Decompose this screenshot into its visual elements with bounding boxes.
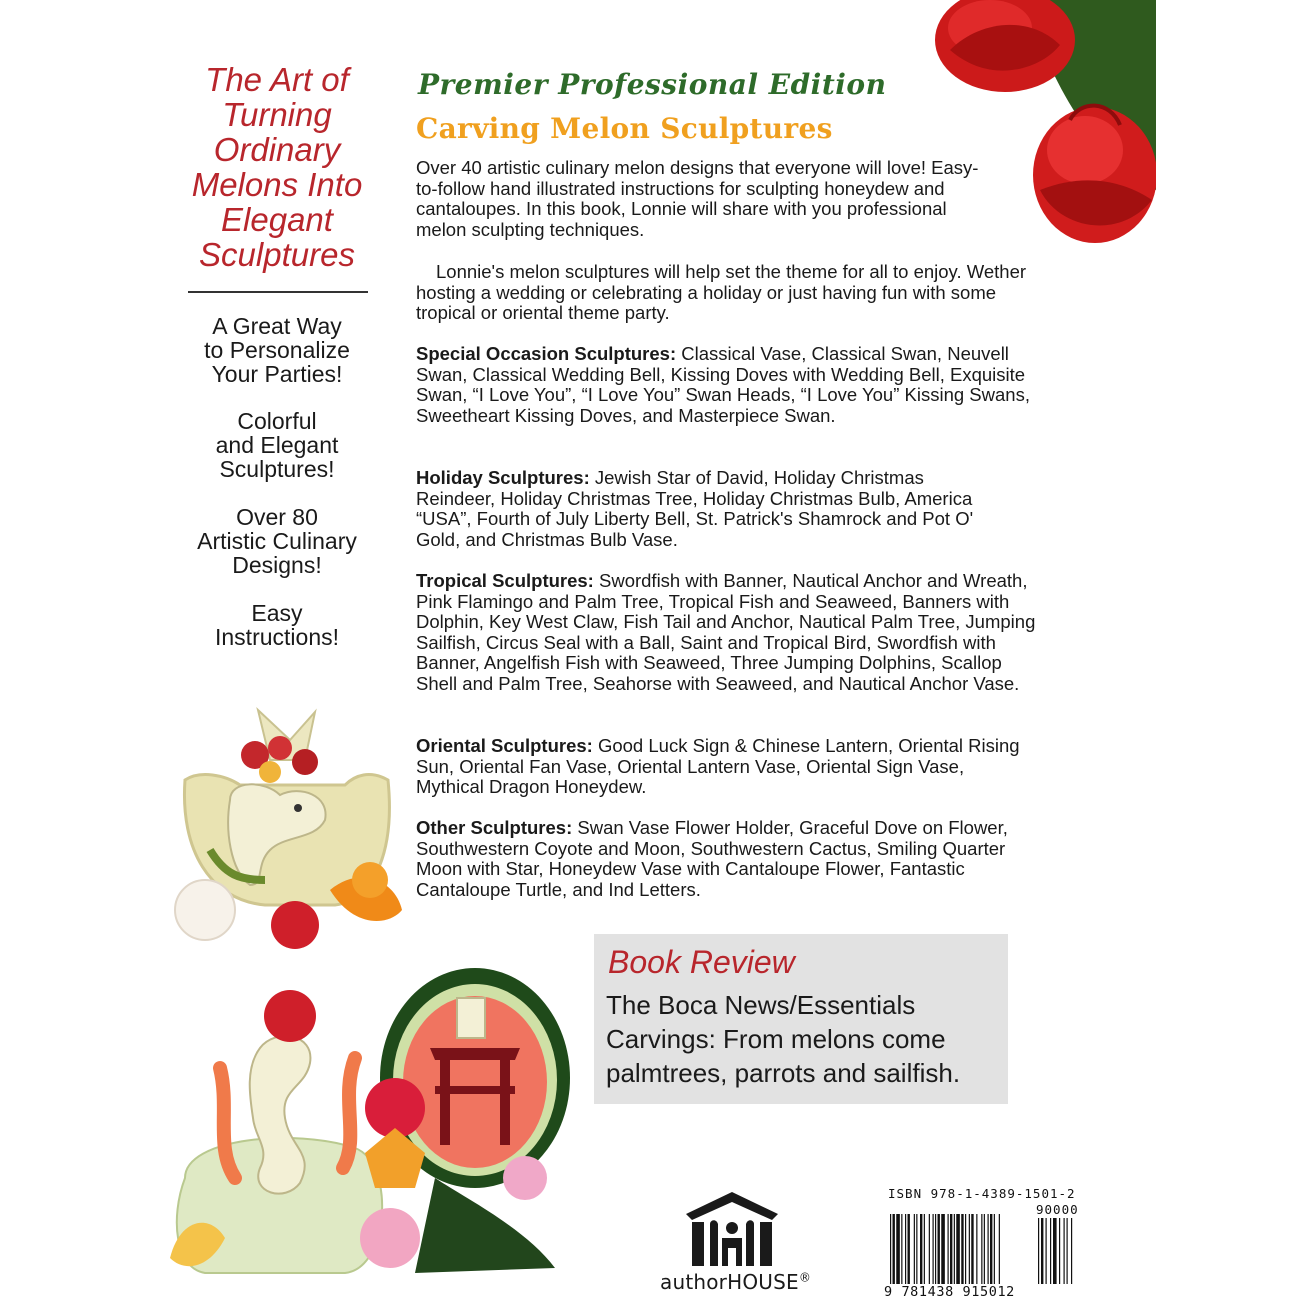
- barcode-bar: [914, 1214, 915, 1284]
- edition-label: Premier Professional Edition: [418, 68, 887, 101]
- barcode-bar: [961, 1214, 963, 1284]
- barcode-bar: [920, 1214, 922, 1284]
- section-text: Swan Vase Flower Holder, Graceful Dove on Flower, Southwestern Coyote and Moon, Southwestern Cactus, Smiling Quarter Moon with Star, Honeydew Vase with Cantaloupe Flower, Fantastic Cantaloupe Turtle, and Ind Letters.: [416, 817, 1008, 900]
- barcode-addon-bar: [1046, 1218, 1047, 1284]
- section-text: Swordfish with Banner, Nautical Anchor and Wreath, Pink Flamingo and Palm Tree, Tropical Fish and Seaweed, Banners with Dolphin, Key West Claw, Fish Tail and Anchor, Nautical Palm Tree, Jumping Sailfish, Circus Seal with a Ball, Saint and Tropical Bird, Swordfish with Banner, Angelfish Fish with Seaweed, Three Jumping Dolphins, Scallop Shell and Palm Tree, Seahorse with Seaweed, and Nautical Anchor Vase.: [416, 570, 1036, 694]
- barcode-addon-bar: [1038, 1218, 1039, 1284]
- barcode-bar: [924, 1214, 925, 1284]
- barcode-bar: [971, 1214, 973, 1284]
- barcode-bar: [981, 1214, 982, 1284]
- benefit-instructions: Easy Instructions!: [215, 600, 339, 650]
- barcode-bar: [941, 1214, 945, 1284]
- section-heading: Oriental Sculptures:: [416, 735, 593, 756]
- barcode-bar: [948, 1214, 949, 1284]
- barcode-bar: [890, 1214, 891, 1284]
- section-heading: Holiday Sculptures:: [416, 467, 590, 488]
- price-code: 90000: [1036, 1202, 1079, 1217]
- barcode-bar: [916, 1214, 917, 1284]
- barcode-bar: [969, 1214, 970, 1284]
- benefit-colorful: Colorful and Elegant Sculptures!: [215, 408, 339, 482]
- section-other: [416, 818, 1031, 900]
- barcode-bar: [999, 1214, 1000, 1284]
- review-title: Book Review: [608, 944, 795, 980]
- book-title: Carving Melon Sculptures: [416, 112, 833, 145]
- review-quote: The Boca News/Essentials Carvings: From melons come palmtrees, parrots and sailfish.: [606, 990, 961, 1088]
- section-special-occasion: [416, 344, 1046, 426]
- barcode-bar: [984, 1214, 985, 1284]
- barcode-bar: [976, 1214, 977, 1284]
- barcode-bar: [896, 1214, 900, 1284]
- barcode-bar: [988, 1214, 989, 1284]
- section-text: Jewish Star of David, Holiday Christmas Reindeer, Holiday Christmas Tree, Holiday Christmas Bulb, America “USA”, Fourth of July Liberty Bell, St. Patrick's Shamrock and Pot O' Gold, and Christmas Bulb Vase.: [416, 467, 974, 550]
- isbn-label: ISBN 978-1-4389-1501-2: [888, 1186, 1076, 1201]
- authorhouse-logo-icon: [682, 1190, 782, 1270]
- book-review-box: [594, 934, 1008, 1104]
- benefit-personalize: A Great Way to Personalize Your Parties!: [204, 313, 350, 387]
- section-oriental: [416, 736, 1031, 798]
- dragon-melon-sculpture-image: [170, 700, 410, 960]
- barcode-addon-bar: [1067, 1218, 1068, 1284]
- seahorse-watermelon-sculpture-image: [165, 968, 585, 1278]
- barcode-bar: [965, 1214, 966, 1284]
- barcode-bar: [908, 1214, 910, 1284]
- barcode-addon-bar: [1050, 1218, 1051, 1284]
- intro-paragraph-1: Over 40 artistic culinary melon designs that everyone will love! Easy-to-follow hand illustrated instructions for sculpting honeydew and cantaloupes. In this book, Lonnie will share with you professional melon sculpting techniques.: [416, 157, 979, 240]
- barcode-bar: [901, 1214, 902, 1284]
- barcode-bar: [994, 1214, 995, 1284]
- barcode-bar: [954, 1214, 955, 1284]
- barcode-bar: [933, 1214, 934, 1284]
- section-tropical: [416, 571, 1046, 694]
- barcode-bar: [938, 1214, 940, 1284]
- barcode-addon-bar: [1059, 1218, 1060, 1284]
- divider: [188, 291, 368, 293]
- barcode-bar: [929, 1214, 930, 1284]
- barcode-bar: [893, 1214, 895, 1284]
- barcode-digits: 9 781438 915012: [884, 1284, 1015, 1300]
- barcode-bar: [905, 1214, 906, 1284]
- section-text: Good Luck Sign & Chinese Lantern, Oriental Rising Sun, Oriental Fan Vase, Oriental Lantern Vase, Oriental Sign Vase, Mythical Dragon Honeydew.: [416, 735, 1020, 797]
- barcode-addon-bar: [1071, 1218, 1072, 1284]
- intro-paragraph-2: Lonnie's melon sculptures will help set the theme for all to enjoy. Wether hosting a wedding or celebrating a holiday or just having fun with some tropical or oriental theme party.: [416, 261, 1027, 323]
- section-holiday: [416, 468, 996, 550]
- section-text: Classical Vase, Classical Swan, Neuvell Swan, Classical Wedding Bell, Kissing Doves with Wedding Bell, Exquisite Swan, “I Love You”, “I Love You” Swan Heads, “I Love You” Kissing Swans, Sweetheart Kissing Doves, and Masterpiece Swan.: [416, 343, 1030, 426]
- barcode-bar: [956, 1214, 960, 1284]
- barcode-bar: [990, 1214, 992, 1284]
- barcode-addon-bar: [1064, 1218, 1065, 1284]
- barcode-addon-bar: [1041, 1218, 1043, 1284]
- tagline: The Art of Turning Ordinary Melons Into Elegant Sculptures: [191, 61, 363, 273]
- barcode-addon-bar: [1053, 1218, 1057, 1284]
- publisher-name: authorHOUSE®: [660, 1270, 812, 1294]
- benefit-designs: Over 80 Artistic Culinary Designs!: [197, 504, 357, 578]
- section-heading: Tropical Sculptures:: [416, 570, 594, 591]
- barcode-bar: [935, 1214, 936, 1284]
- section-heading: Other Sculptures:: [416, 817, 573, 838]
- section-heading: Special Occasion Sculptures:: [416, 343, 677, 364]
- barcode-bar: [950, 1214, 952, 1284]
